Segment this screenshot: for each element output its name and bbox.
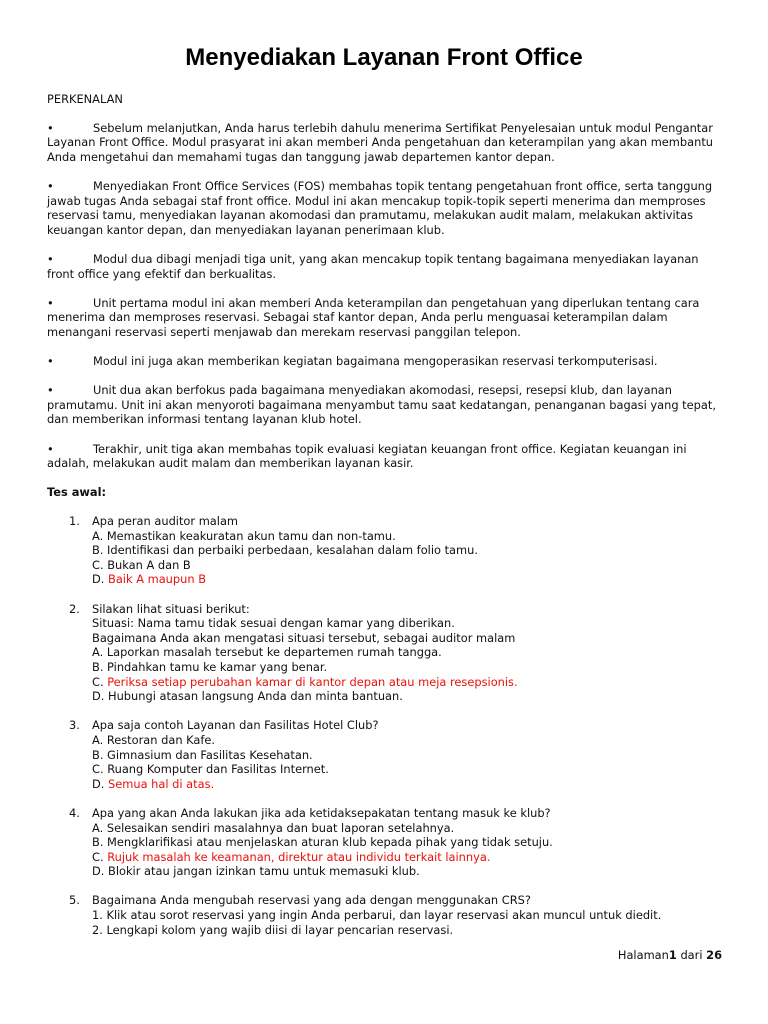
bullet-text: Modul ini juga akan memberikan kegiatan bagaimana mengoperasikan reservasi terkomputerisasi. <box>93 354 658 369</box>
answer-option <box>92 835 725 850</box>
line-text: Situasi: Nama tamu tidak sesuai dengan kamar yang diberikan. <box>92 616 455 631</box>
answer-option <box>92 543 725 558</box>
answer-option <box>92 572 725 587</box>
intro-bullet-list <box>47 121 725 471</box>
question-text <box>92 514 725 529</box>
question-number: 2. <box>69 601 80 616</box>
section-label-tes-awal: Tes awal: <box>47 485 107 500</box>
answer-option <box>92 777 725 792</box>
answer-option <box>92 864 725 879</box>
option-letter: D. <box>92 572 109 587</box>
question-number: 3. <box>69 718 80 733</box>
line-text: Apa yang akan Anda lakukan jika ada ketidaksepakatan tentang masuk ke klub? <box>92 805 551 820</box>
intro-bullet-item <box>47 179 725 237</box>
bullet-dot: • <box>47 441 54 456</box>
line-text: B. Identifikasi dan perbaiki perbedaan, kesalahan dalam folio tamu. <box>92 543 478 558</box>
bullet-text: Menyediakan Front Office Services (FOS) membahas topik tentang pengetahuan front office, serta tanggung jawab tugas Anda sebagai staf front office. Modul ini akan mencakup topik-topik seperti menerima dan memproses reservasi tamu, menyediakan layanan akomodasi dan pramutamu, melakukan audit malam, melakukan aktivitas keuangan kantor depan, dan menyediakan layanan penerimaan klub. <box>47 178 713 237</box>
intro-bullet-item <box>47 296 725 340</box>
answer-option <box>92 675 725 690</box>
line-text: Apa peran auditor malam <box>92 514 239 529</box>
line-text: D. Hubungi atasan langsung Anda dan minta bantuan. <box>92 689 403 704</box>
line-text: C. Bukan A dan B <box>92 557 191 572</box>
option-letter: C. <box>92 674 108 689</box>
line-text: A. Selesaikan sendiri masalahnya dan buat laporan setelahnya. <box>92 820 455 835</box>
intro-bullet-item <box>47 252 725 281</box>
question-text <box>92 602 725 617</box>
answer-option <box>92 660 725 675</box>
question-item <box>47 718 725 791</box>
correct-answer-text: Semua hal di atas. <box>108 776 215 791</box>
line-text: A. Restoran dan Kafe. <box>92 732 216 747</box>
line-text: C. Ruang Komputer dan Fasilitas Internet. <box>92 762 329 777</box>
line-text: Bagaimana Anda mengubah reservasi yang ada dengan menggunakan CRS? <box>92 893 531 908</box>
answer-option <box>92 748 725 763</box>
page-footer <box>618 948 722 962</box>
footer-current-page: 1 <box>668 948 677 962</box>
bullet-text: Modul dua dibagi menjadi tiga unit, yang akan mencakup topik tentang bagaimana menyediakan layanan front office yang efektif dan berkualitas. <box>47 251 699 281</box>
question-number: 5. <box>69 893 80 908</box>
correct-answer-text: Rujuk masalah ke keamanan, direktur atau individu terkait lainnya. <box>107 849 491 864</box>
bullet-text: Sebelum melanjutkan, Anda harus terlebih dahulu menerima Sertifikat Penyelesaian untuk modul Pengantar Layanan Front Office. Modul prasyarat ini akan memberi Anda pengetahuan dan keterampilan yang akan membantu Anda mengetahui dan memahami tugas dan tanggung jawab departemen kantor depan. <box>47 120 714 164</box>
bullet-dot: • <box>47 251 54 266</box>
question-list <box>47 514 725 937</box>
line-text: Apa saja contoh Layanan dan Fasilitas Hotel Club? <box>92 718 379 733</box>
question-item <box>47 602 725 704</box>
line-text: D. Blokir atau jangan izinkan tamu untuk memasuki klub. <box>92 864 420 879</box>
answer-option <box>92 558 725 573</box>
answer-option <box>92 631 725 646</box>
answer-option <box>92 923 725 938</box>
question-item <box>47 514 725 587</box>
intro-bullet-item <box>47 354 725 369</box>
correct-answer-text: Periksa setiap perubahan kamar di kantor depan atau meja resepsionis. <box>107 674 518 689</box>
question-item <box>47 806 725 879</box>
bullet-dot: • <box>47 295 54 310</box>
footer-prefix: Halaman <box>617 948 669 962</box>
line-text: B. Pindahkan tamu ke kamar yang benar. <box>92 659 328 674</box>
document-body <box>47 92 725 952</box>
answer-option <box>92 821 725 836</box>
line-text: A. Laporkan masalah tersebut ke departemen rumah tangga. <box>92 645 442 660</box>
answer-option <box>92 616 725 631</box>
bullet-text: Unit dua akan berfokus pada bagaimana menyediakan akomodasi, resepsi, resepsi klub, dan layanan pramutamu. Unit ini akan menyoroti bagaimana menyambut tamu saat kedatangan, penanganan bagasi yang tepat, dan memberikan informasi tentang layanan klub hotel. <box>47 383 716 427</box>
question-text <box>92 718 725 733</box>
line-text: Bagaimana Anda akan mengatasi situasi tersebut, sebagai auditor malam <box>92 630 516 645</box>
answer-option <box>92 645 725 660</box>
line-text: B. Gimnasium dan Fasilitas Kesehatan. <box>92 747 313 762</box>
bullet-text: Terakhir, unit tiga akan membahas topik evaluasi kegiatan keuangan front office. Kegiatan keuangan ini adalah, melakukan audit malam dan memberikan layanan kasir. <box>47 441 687 471</box>
footer-middle: dari <box>676 948 707 962</box>
question-number: 4. <box>69 805 80 820</box>
section-label-perkenalan: PERKENALAN <box>47 92 123 106</box>
answer-option <box>92 529 725 544</box>
option-letter: C. <box>92 849 108 864</box>
line-text: A. Memastikan keakuratan akun tamu dan non-tamu. <box>92 528 396 543</box>
answer-option <box>92 762 725 777</box>
line-text: B. Mengklarifikasi atau menjelaskan aturan klub kepada pihak yang tidak setuju. <box>92 835 553 850</box>
question-number: 1. <box>69 514 80 529</box>
line-text: Silakan lihat situasi berikut: <box>92 601 250 616</box>
bullet-dot: • <box>47 383 54 398</box>
question-text <box>92 806 725 821</box>
answer-option <box>92 689 725 704</box>
option-letter: D. <box>92 776 109 791</box>
question-item <box>47 893 725 937</box>
intro-bullet-item <box>47 442 725 471</box>
line-text: 1. Klik atau sorot reservasi yang ingin Anda perbarui, dan layar reservasi akan muncul untuk diedit. <box>92 908 662 923</box>
intro-bullet-item <box>47 383 725 427</box>
intro-bullet-item <box>47 121 725 165</box>
answer-option <box>92 850 725 865</box>
answer-option <box>92 908 725 923</box>
bullet-dot: • <box>47 120 54 135</box>
line-text: 2. Lengkapi kolom yang wajib diisi di layar pencarian reservasi. <box>92 922 454 937</box>
bullet-dot: • <box>47 354 54 369</box>
footer-total-pages: 26 <box>706 948 722 962</box>
bullet-text: Unit pertama modul ini akan memberi Anda keterampilan dan pengetahuan yang diperlukan tentang cara menerima dan memproses reservasi. Sebagai staf kantor depan, Anda perlu menguasai keterampilan dalam menangani reservasi seperti menjawab dan merekam reservasi panggilan telepon. <box>47 295 700 339</box>
answer-option <box>92 733 725 748</box>
correct-answer-text: Baik A maupun B <box>108 572 207 587</box>
bullet-dot: • <box>47 178 54 193</box>
question-text <box>92 893 725 908</box>
page-title: Menyediakan Layanan Front Office <box>185 44 583 71</box>
